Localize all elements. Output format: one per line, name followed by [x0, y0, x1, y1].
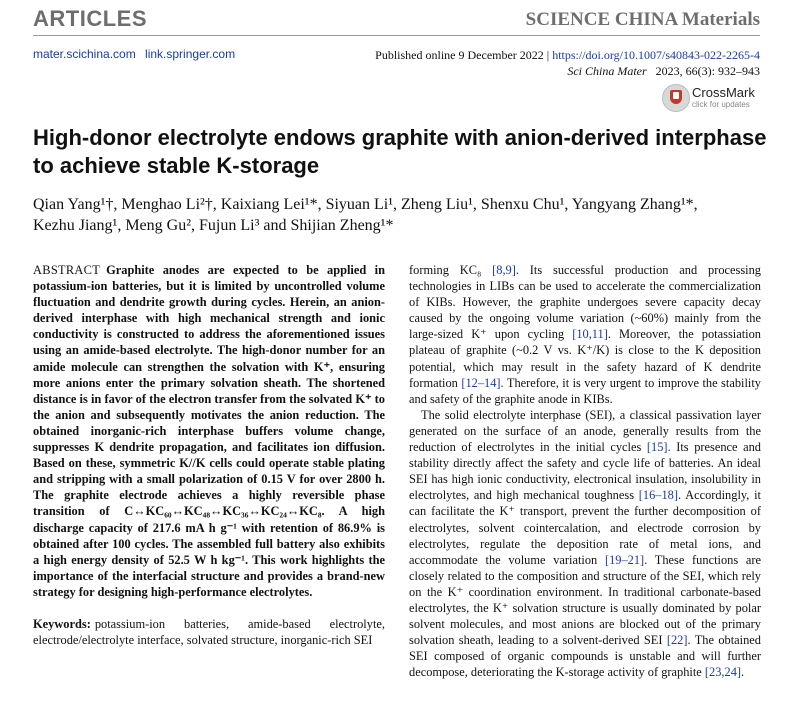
citation-link[interactable]: [12–14]	[461, 375, 501, 390]
citation-link[interactable]: [19–21]	[604, 552, 645, 567]
citation-link[interactable]: [10,11]	[572, 327, 608, 342]
citation-link[interactable]: [23,24]	[704, 665, 742, 680]
abstract-text: Graphite anodes are expected to be applied in potassium-ion batteries, but it is limited by uncontrolled volume fluctuation and dendrite growth during cycles. Herein, an anion-derived interphase with high mechanical strength and ionic conductivity is constructed to address the aforementioned issues using an amide-based electrolyte. The high-donor number for an amide molecule can strengthen the solvation with K⁺, ensuring more anions enter the primary solvation sheath. The shortened distance is in favor of the electron transfer from the solvated K⁺ to the anion and subsequently motivates the anion reduction. The obtained inorganic-rich interphase buffers volume change, suppresses K dendrite propagation, and facilitates ion diffusion. Based on these, symmetric K//K cells could operate stable plating and stripping with a small polarization of 0.15 V for over 2800 h. The graphite electrode achieves a highly reversible phase transition of C↔KC₆₀↔KC₄₈↔KC₃₆↔KC₂₄↔KC₈. A high discharge capacity of 217.6 mA h g⁻¹ with retention of 86.9% is obtained after 100 cycles. The assembled full battery also exhibits a high energy density of 52.5 W h kg⁻¹. This work highlights the importance of the interfacial structure and provides a brand-new strategy for designing high-performance electrolytes.	[33, 263, 385, 599]
body-text: . Moreover, the potassiation plateau of graphite (~0.2 V vs. K⁺/K) is close to the K deposition potential, which may result in the safety hazard of K dendrite formation	[409, 327, 761, 390]
link-scichina[interactable]: mater.scichina.com	[33, 47, 136, 61]
body-text: . These functions are closely related to the composition and structure of the SEI, which rely on the K⁺ coordination environment. In traditional carbonate-based electrolytes, the K⁺ solvation structure is usually dominated by polar solvent molecules, and most anions are blocked out of the primary solvation sheath, leading to a solvent-derived SEI	[409, 552, 761, 648]
citation-link[interactable]: [8,9]	[492, 263, 516, 277]
body-text: . Its successful production and processing technologies in LIBs can be used to accelerate the commercialization of KIBs. However, the graphite undergoes severe capacity decay caused by the ongoing volume variation (~60%) mainly from the large-sized K⁺ upon cycling	[409, 263, 762, 342]
body-text: . The obtained SEI composed of organic compounds is unstable and will further decompose, deteriorating the K-storage activity of graphite	[409, 633, 762, 680]
body-text: .	[741, 665, 745, 680]
body-text: . Its presence and stability directly affect the safety and cycle life of batteries. An ideal SEI has high ionic conductivity, electronical insulation, insolubility in electrolytes, and high mechanical toughness	[409, 440, 762, 503]
journal-links	[33, 47, 241, 61]
publication-info	[375, 47, 760, 79]
article-title: High-donor electrolyte endows graphite with anion-derived interphase to achieve stable K-storage	[33, 125, 767, 178]
authors-line-1: Qian Yang¹†, Menghao Li²†, Kaixiang Lei¹*, Siyuan Li¹, Zheng Liu¹, Shenxu Chu¹, Yangyang Zhang¹*,	[33, 196, 698, 213]
citation-journal: Sci China Mater	[567, 64, 647, 78]
citation-link[interactable]: [15]	[646, 440, 668, 455]
journal-name: SCIENCE CHINA Materials	[525, 9, 760, 30]
link-springer[interactable]: link.springer.com	[145, 47, 236, 61]
crossmark-sublabel: click for updates	[692, 100, 750, 109]
left-column	[33, 262, 385, 648]
crossmark-button[interactable]	[662, 84, 762, 112]
body-text: forming KC₈	[409, 263, 493, 277]
body-paragraph-2	[409, 407, 761, 681]
keywords-label: Keywords:	[33, 616, 91, 631]
citation-link[interactable]: [22]	[666, 633, 688, 648]
abstract-label: ABSTRACT	[33, 263, 101, 277]
body-text: The solid electrolyte interphase (SEI), a classical passivation layer generated on the surface of an anode, generally results from the reduction of electrolytes in the initial cycles	[409, 407, 761, 455]
keywords-text: potassium-ion batteries, amide-based electrolyte, electrode/electrolyte interface, solvated structure, inorganic-rich SEI	[33, 616, 385, 648]
body-text: . Therefore, it is very urgent to improve the stability and safety of the graphite anode in KIBs.	[409, 375, 761, 406]
crossmark-label: CrossMark	[692, 85, 755, 100]
body-text: . Accordingly, it can facilitate the K⁺ transport, prevent the further decomposition of electrolytes, solvent cointercalation, and electrode corrosion by electrolytes, regulate the deposition rate of metal ions, and accommodate the volume variation	[409, 488, 761, 567]
author-list	[33, 194, 773, 236]
right-column	[409, 262, 761, 680]
crossmark-icon	[662, 84, 690, 112]
body-paragraph-1	[409, 262, 761, 407]
citation-detail: 2023, 66(3): 932–943	[655, 64, 760, 78]
section-label: ARTICLES	[33, 6, 147, 31]
doi-link[interactable]: https://doi.org/10.1007/s40843-022-2265-4	[552, 48, 760, 62]
published-date: Published online 9 December 2022 |	[375, 48, 550, 62]
keywords	[33, 616, 385, 648]
abstract	[33, 262, 385, 600]
header-rule	[33, 35, 760, 36]
authors-line-2: Kezhu Jiang¹, Meng Gu², Fujun Li³ and Shijian Zheng¹*	[33, 217, 394, 234]
citation-link[interactable]: [16–18]	[638, 488, 678, 503]
